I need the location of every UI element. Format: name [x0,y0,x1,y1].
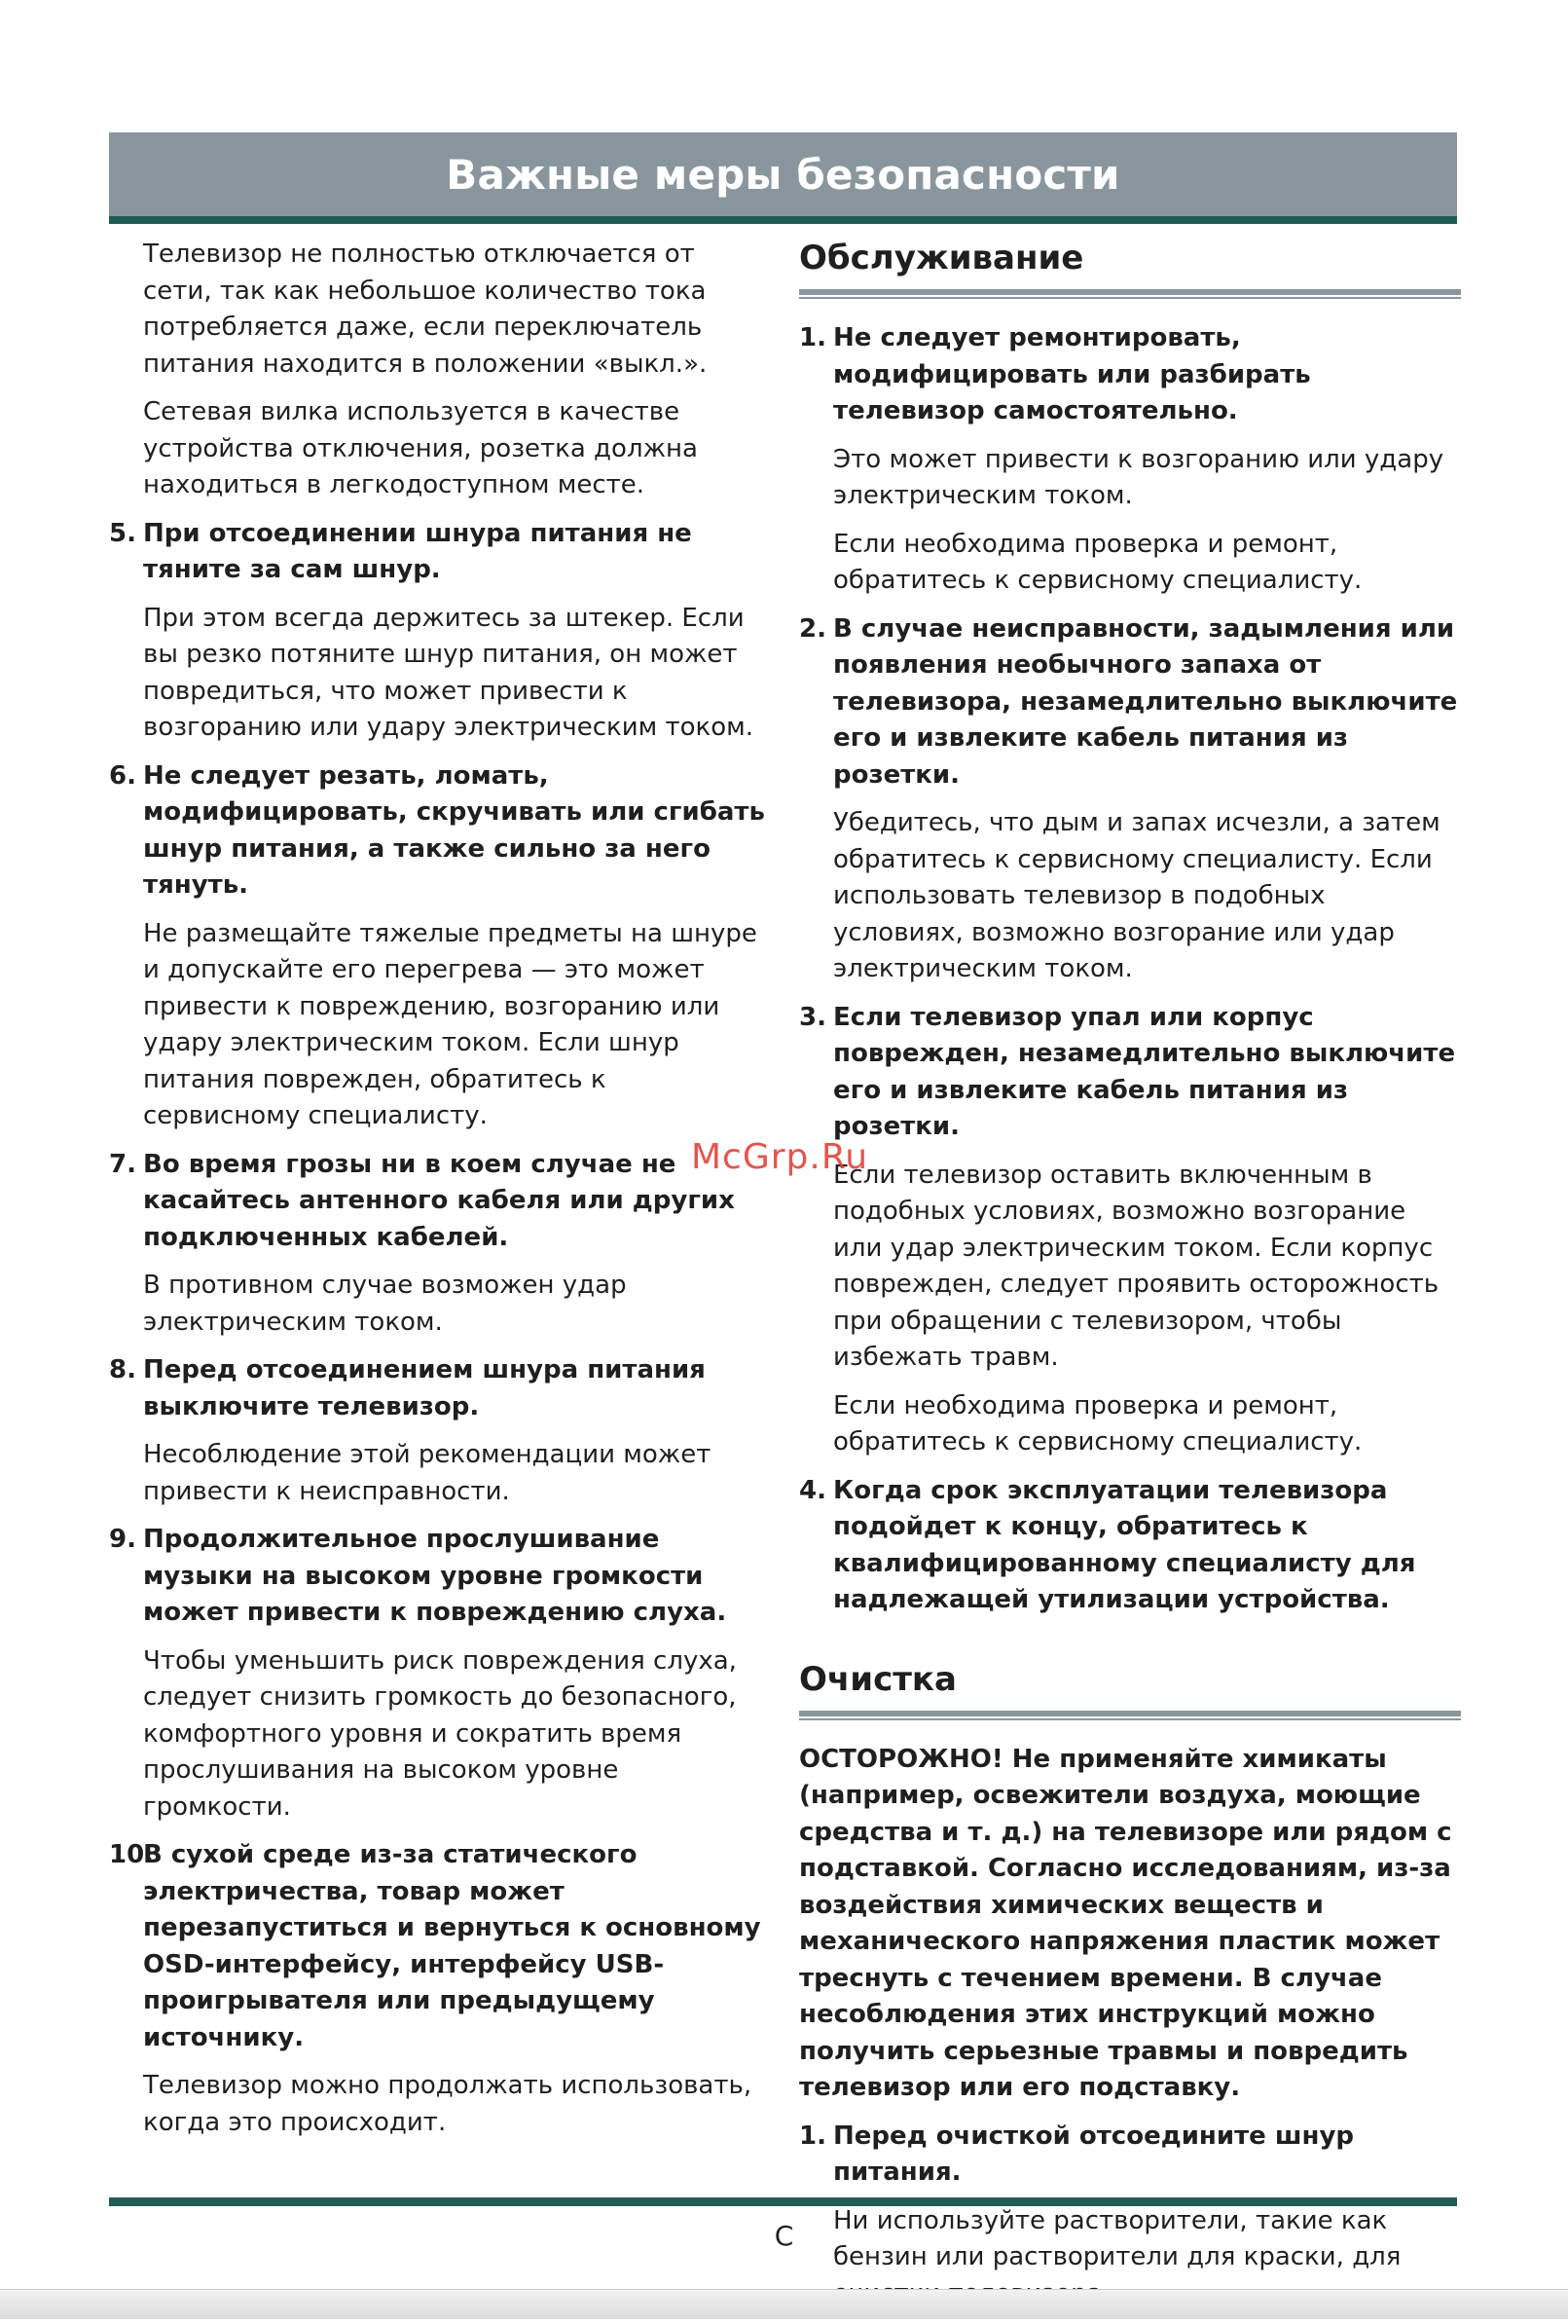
item-number: 4. [799,1475,826,1505]
item-title: Если телевизор упал или корпус поврежден, незамедлительно выключите его и извлеките кабель питания из розетки. [833,1002,1456,1141]
paragraph: Если необходима проверка и ремонт, обратитесь к сервисному специалисту. [833,1390,1363,1457]
page-number: C [774,2220,794,2252]
section-divider [799,1711,1461,1720]
caution-text: ОСТОРОЖНО! Не применяйте химикаты (например, освежители воздуха, моющие средства и т. д.) на телевизоре или рядом с подставкой. Согласно исследованиям, из-за воздействия химических веществ и механического напряжения пластик может треснуть с течением времени. В случае несоблюдения этих инструкций можно получить серьезные травмы и повредить телевизор или его подставку. [799,1744,1452,2102]
viewer-bottom-bar [0,2289,1568,2319]
item-number: 10. [109,1840,155,1869]
item-title: Продолжительное прослушивание музыки на высоком уровне громкости может привести к повреждению слуха. [143,1525,727,1627]
item-title: Перед очисткой отсоедините шнур питания. [833,2121,1355,2187]
paragraph: Телевизор можно продолжать использовать, когда это происходит. [143,2071,752,2137]
item-number: 9. [109,1525,136,1554]
list-item [109,516,771,589]
item-number: 1. [799,323,826,352]
item-number: 8. [109,1355,136,1384]
section-title-service: Обслуживание [799,239,1084,277]
item-number: 7. [109,1149,136,1179]
paragraph: В противном случае возможен удар электрическим током. [143,1271,627,1337]
paragraph: Если необходима проверка и ремонт, обратитесь к сервисному специалисту. [833,529,1363,595]
item-title: В сухой среде из-за статического электричества, товар может перезапуститься и вернуться к основному OSD-интерфейсу, интерфейсу USB-проигрывателя или предыдущему источнику. [143,1840,761,2052]
paragraph: Это может привести к возгоранию или удару электрическим током. [833,444,1444,510]
list-item [109,1522,771,1632]
left-column [109,237,771,2153]
section-divider [799,289,1461,299]
item-number: 1. [799,2121,826,2151]
list-item [109,1147,771,1257]
item-number: 5. [109,518,136,548]
paragraph: Телевизор не полностью отключается от сети, так как небольшое количество тока потребляется даже, если переключатель питания находится в положении «выкл.». [143,240,708,379]
page-title: Важные меры безопасности [446,150,1120,199]
footer-rule [109,2197,1457,2206]
paragraph: Не размещайте тяжелые предметы на шнуре и допускайте его перегрева — это может привести к повреждению, возгоранию или удару электрическим током. Если шнур питания поврежден, обратитесь к сервисному специалисту. [143,918,757,1130]
item-title: В случае неисправности, задымления или появления необычного запаха от телевизора, незамедлительно выключите его и извлеките кабель питания из розетки. [833,613,1458,790]
right-column [799,237,1461,2324]
paragraph: Чтобы уменьшить риск повреждения слуха, следует снизить громкость до безопасного, комфортного уровня и сократить время прослушивания на высоком уровне громкости. [143,1645,737,1822]
item-number: 6. [109,760,136,791]
list-item [799,1000,1461,1146]
list-item [109,758,771,904]
item-title: При отсоединении шнура питания не тяните за сам шнур. [143,518,692,584]
paragraph: Ни используйте растворители, такие как бензин или растворители для краски, для [833,2205,1402,2271]
watermark: McGrp.Ru [691,1137,869,1177]
item-title: Перед отсоединением шнура питания выключите телевизор. [143,1355,706,1421]
list-item [799,611,1461,794]
item-number: 3. [799,1002,826,1032]
item-title: Не следует резать, ломать, модифицировать, скручивать или сгибать шнур питания, а также сильно за него тянуть. [143,760,765,900]
paragraph: Несоблюдение этой рекомендации может привести к неисправности. [143,1440,711,1506]
paragraph: При этом всегда держитесь за штекер. Если вы резко потяните шнур питания, он может повредиться, что может привести к возгоранию или удару электрическим током. [143,603,754,742]
item-title: Не следует ремонтировать, модифицировать или разбирать телевизор самостоятельно. [833,323,1311,425]
list-item [799,320,1461,430]
item-title: Во время грозы ни в коем случае не касайтесь антенного кабеля или других подключенных кабелей. [143,1149,735,1252]
list-item [799,2119,1461,2192]
section-title-cleaning: Очистка [799,1659,957,1699]
item-title: Когда срок эксплуатации телевизора подойдет к концу, обратитесь к квалифицированному специалисту для надлежащей утилизации устройства. [833,1475,1416,1614]
paragraph: Если телевизор оставить включенным в подобных условиях, возможно возгорание или удар электрическим током. Если корпус поврежден, следует проявить осторожность при обращении с телевизором, чтобы избежать травм. [833,1160,1440,1372]
paragraph: Убедитесь, что дым и запах исчезли, а затем обратитесь к сервисному специалисту. Если использовать телевизор в подобных условиях, возможно возгорание или удар электрическим током. [833,808,1440,983]
list-item [799,1473,1461,1619]
list-item [109,1837,771,2056]
item-number: 2. [799,613,826,644]
paragraph: Сетевая вилка используется в качестве устройства отключения, розетка должна находиться в легкодоступном месте. [143,397,698,499]
header-band [109,132,1457,216]
list-item [109,1352,771,1425]
